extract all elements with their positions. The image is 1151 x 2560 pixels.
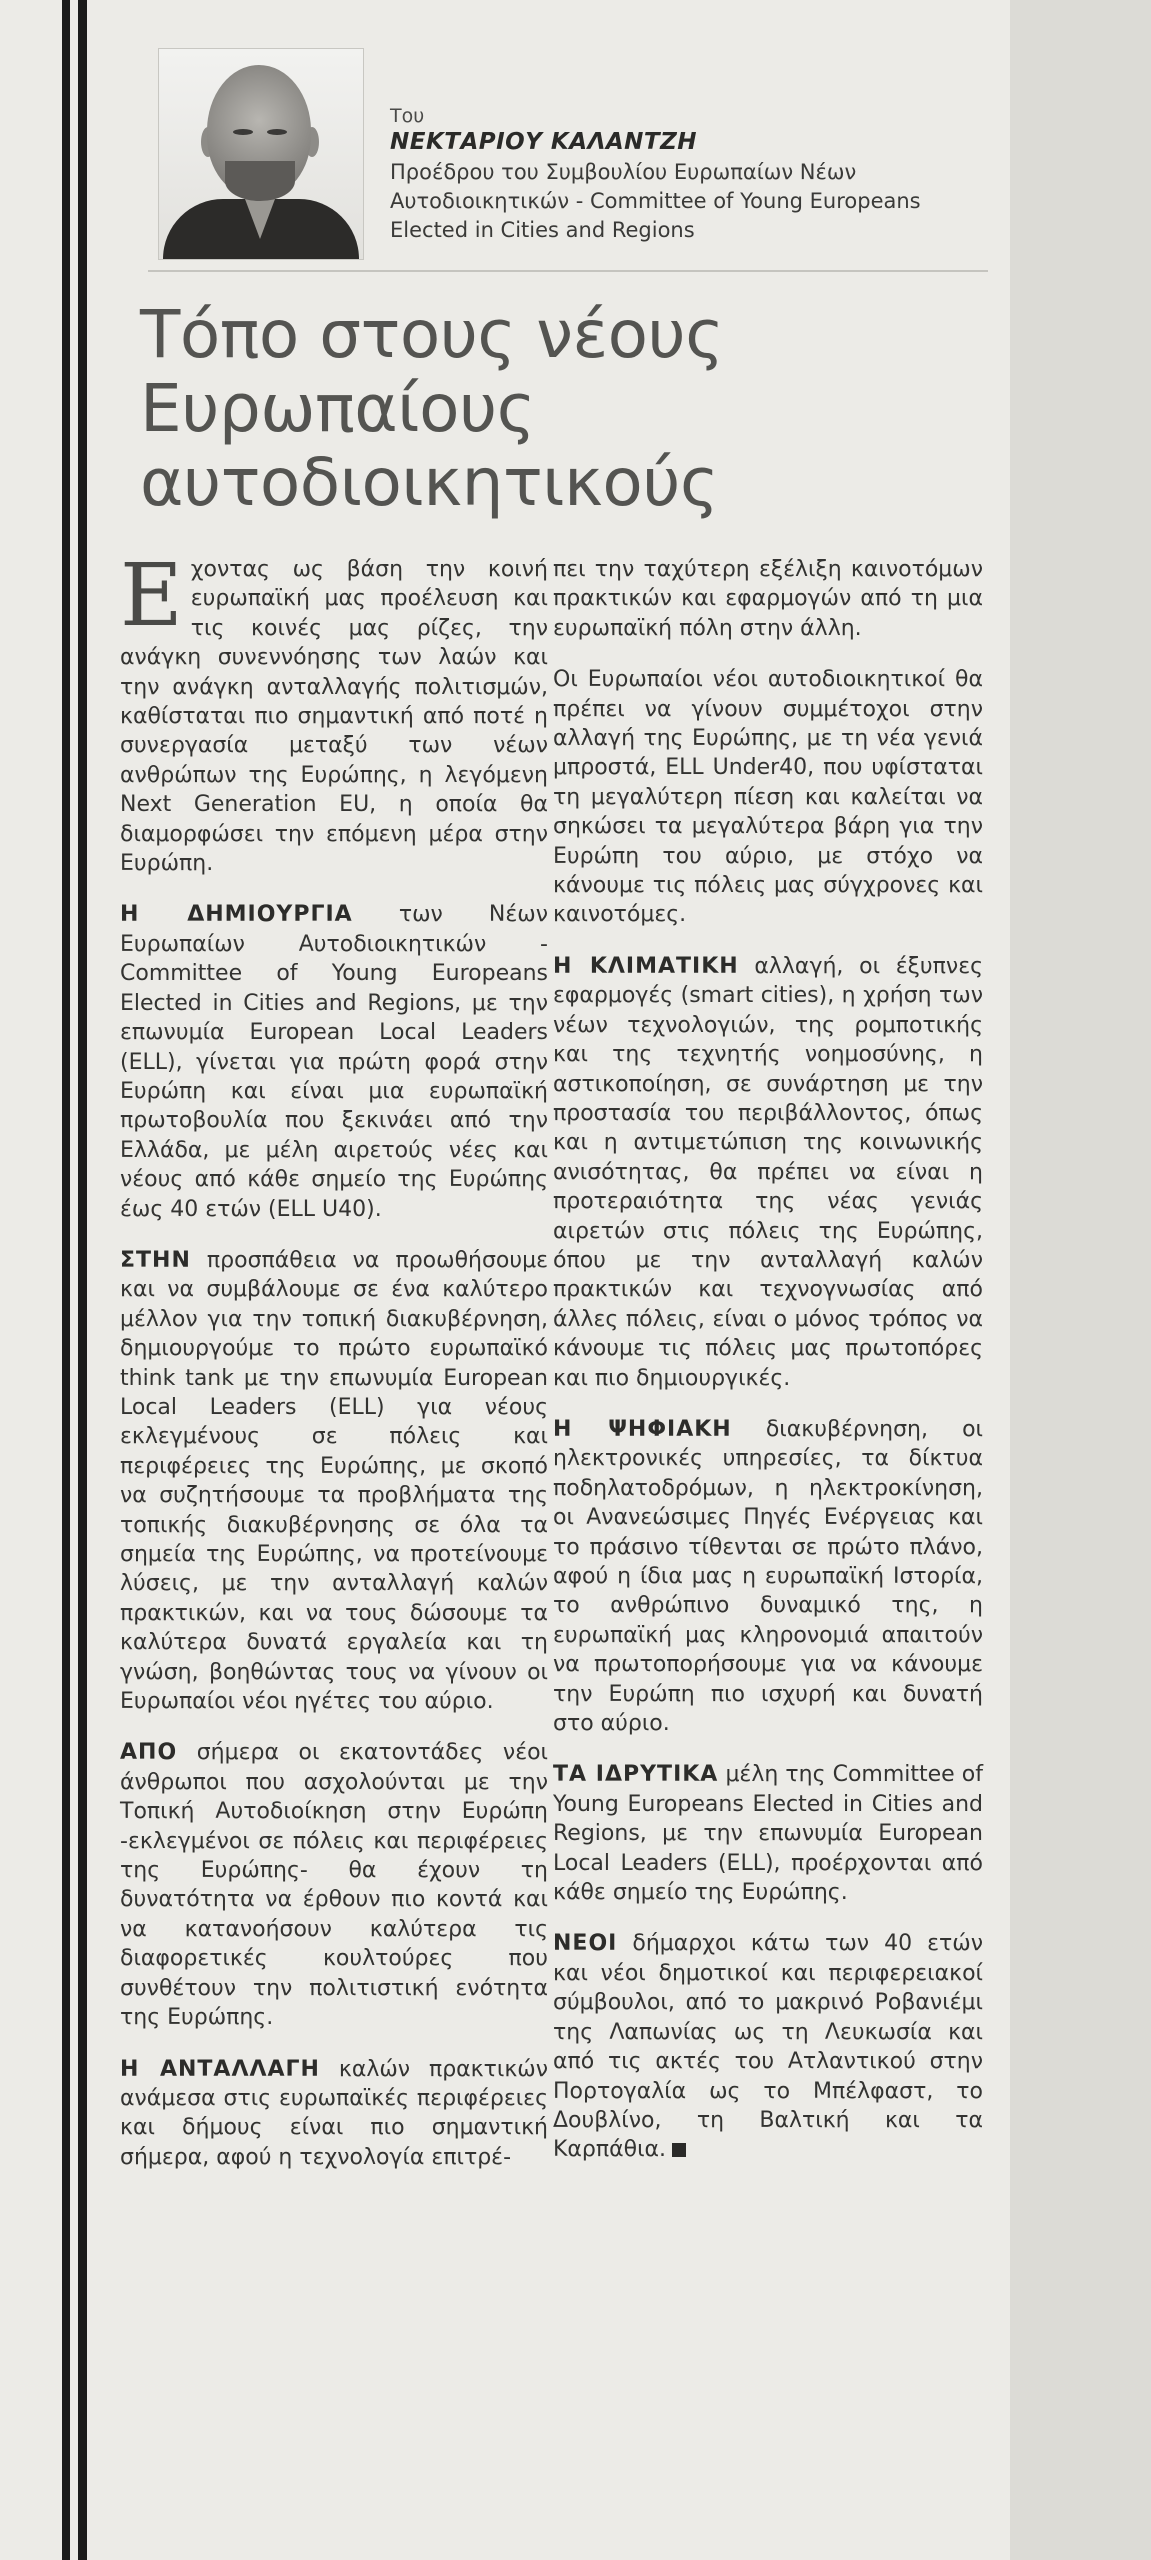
paragraph-lead: Η ΔΗΜΙΟΥΡΓΙΑ: [120, 902, 353, 928]
end-of-article-mark: [672, 2143, 686, 2157]
paragraph-lead: Η ΨΗΦΙΑΚΗ: [553, 1416, 732, 1442]
paragraph: [553, 952, 983, 1393]
paragraph-text: Οι Ευρωπαίοι νέοι αυτοδιοικητικοί θα πρέπει να γίνουν συμμέτοχοι στην αλλαγή της Ευρώπης, με τη νέα γενιά μπροστά, ELL Under40, που υφίσταται τη μεγαλύτερη πίεση και καλείται να σηκώσει τα μεγαλύτερα βάρη για την Ευρώπη του αύριο, με στόχο να κάνουμε τις πόλεις μας σύγχρονες και καινοτόμες.: [553, 667, 983, 928]
author-role: Προέδρου του Συμβουλίου Ευρωπαίων Νέων Αυτοδιοικητικών - Committee of Young Europeans Elected in Cities and Regions: [390, 160, 921, 242]
paragraph: [553, 1929, 983, 2164]
paragraph-text: χοντας ως βάση την κοινή ευρωπαϊκή μας προέλευση και τις κοινές μας ρίζες, την ανάγκη συνεννόησης των λαών και την ανάγκη ανταλλαγής πολιτισμών, καθίσταται πιο σημαντική από ποτέ η συνεργασία μεταξύ των νέων ανθρώπων της Ευρώπης, η λεγόμενη Next Generation EU, η οποία θα διαμορφώσει την επόμενη μέρα στην Ευρώπη.: [120, 557, 548, 877]
paragraph: [553, 1415, 983, 1738]
paragraph: [120, 2055, 548, 2173]
column-rule-double: [78, 0, 87, 2560]
author-photo-eye: [233, 129, 253, 135]
drop-cap: Ε: [120, 546, 183, 646]
paragraph-text: αλλαγή, οι έξυπνες εφαρμογές (smart cities), η χρήση των νέων τεχνολογιών, της ρομποτικής και της τεχνητής νοημοσύνης, η αστικοποίηση, σε συνάρτηση με την προστασία του περιβάλλοντος, όπως και η αντιμετώπιση της κοινωνικής ανισότητας, θα πρέπει να είναι η προτεραιότητα της νέας γενιάς αιρετών στις πόλεις της Ευρώπης, όπου με την ανταλλαγή καλών πρακτικών και τεχνογνωσίας από άλλες πόλεις, είναι ο μόνος τρόπος να κάνουμε τις πόλεις μας πρωτοπόρες και πιο δημιουργικές.: [553, 953, 984, 1391]
column-rule-thick: [62, 0, 70, 2560]
paragraph: [553, 665, 983, 930]
paragraph-lead: ΝΕΟΙ: [553, 1931, 618, 1957]
article-column-left: [120, 546, 549, 2194]
paragraph: [553, 555, 983, 643]
paragraph: [120, 900, 548, 1223]
paragraph-lead: ΤΑ ΙΔΡΥΤΙΚΑ: [553, 1762, 719, 1788]
paragraph-text: δήμαρχοι κάτω των 40 ετών και νέοι δημοτικοί και περιφερειακοί σύμβουλοι, από το μακρινό Ροβανιέμι της Λαπωνίας ως τη Λευκωσία και από τις ακτές του Ατλαντικού στην Πορτογαλία ως το Μπέλφαστ, το Δουβλίνο, τη Βαλτική και τα Καρπάθια.: [553, 1931, 983, 2163]
article-column-right: [553, 555, 983, 2187]
paragraph: [120, 1246, 548, 1717]
paragraph: [120, 546, 548, 878]
paragraph-lead: Η ΑΝΤΑΛΛΑΓΗ: [120, 2056, 320, 2082]
paragraph-text: καλών πρακτικών ανάμεσα στις ευρωπαϊκές περιφέρειες και δήμους είναι πιο σημαντική σήμερα, αφού η τεχνολογία επιτρέ-: [120, 2056, 549, 2170]
paragraph-lead: Η ΚΛΙΜΑΤΙΚΗ: [553, 953, 739, 979]
paragraph-text: σήμερα οι εκατοντάδες νέοι άνθρωποι που ασχολούνται με την Τοπική Αυτοδιοίκηση στην Ευρώπη -εκλεγμένοι σε πόλεις και περιφέρειες της Ευρώπης- θα έχουν τη δυνατότητα να έρθουν πιο κοντά και να κατανοήσουν καλύτερα τις διαφορετικές κουλτούρες που συνθέτουν την πολιτιστική ενότητα της Ευρώπης.: [120, 1740, 548, 2031]
paragraph: [553, 1760, 983, 1907]
paragraph-lead: ΑΠΟ: [120, 1740, 178, 1766]
author-photo: [158, 48, 364, 260]
author-photo-beard: [225, 161, 295, 201]
adjacent-page-edge: [1010, 0, 1151, 2560]
paragraph-text: διακυβέρνηση, οι ηλεκτρονικές υπηρεσίες, τα δίκτυα ποδηλατοδρόμων, η ηλεκτροκίνηση, οι Ανανεώσιμες Πηγές Ενέργειας και το πράσινο τίθενται σε πρώτο πλάνο, αφού η ίδια μας η ευρωπαϊκή Ιστορία, το ανθρώπινο δυναμικό της, η ευρωπαϊκή μας κληρονομιά απαιτούν να πρωτοπορήσουμε για να κάνουμε την Ευρώπη πιο ισχυρή και δυνατή στο αύριο.: [553, 1416, 983, 1737]
paragraph-text: προσπάθεια να προωθήσουμε και να συμβάλουμε σε ένα καλύτερο μέλλον για την τοπική διακυβέρνηση, δημιουργούμε το πρώτο ευρωπαϊκό think tank με την επωνυμία European Local Leaders (ELL) για νέους εκλεγμένους σε πόλεις και περιφέρειες της Ευρώπης, με σκοπό να συζητήσουμε τα προβλήματα της τοπικής διακυβέρνησης σε όλα τα σημεία της Ευρώπης, να προτείνουμε λύσεις, με την ανταλλαγή καλών πρακτικών, και να τους δώσουμε τα καλύτερα δυνατά εργαλεία και τη γνώση, βοηθώντας τους να γίνουν οι Ευρωπαίοι νέοι ηγέτες του αύριο.: [120, 1247, 548, 1715]
paragraph-text: πει την ταχύτερη εξέλιξη καινοτόμων πρακτικών και εφαρμογών από τη μια ευρωπαϊκή πόλη στην άλλη.: [553, 557, 983, 641]
author-photo-eye: [267, 129, 287, 135]
paragraph: [120, 1738, 548, 2032]
byline-divider: [148, 270, 988, 272]
paragraph-lead: ΣΤΗΝ: [120, 1247, 191, 1273]
article-headline: Τόπο στους νέους Ευρωπαίους αυτοδιοικητικούς: [140, 296, 724, 521]
paragraph-text: μέλη της Committee of Young Europeans Elected in Cities and Regions, με την επωνυμία European Local Leaders (ELL), προέρχονται από κάθε σημείο της Ευρώπης.: [553, 1762, 984, 1906]
byline: [390, 104, 990, 245]
paragraph-text: των Νέων Ευρωπαίων Αυτοδιοικητικών - Committee of Young Europeans Elected in Cities and Regions, με την επωνυμία European Local Leaders (ELL), γίνεται για πρώτη φορά στην Ευρώπη και είναι μια ευρωπαϊκή πρωτοβουλία που ξεκινάει από την Ελλάδα, με μέλη αιρετούς νέες και νέους από κάθε σημείο της Ευρώπης έως 40 ετών (ELL U40).: [120, 902, 548, 1222]
author-name: ΝΕΚΤΑΡΙΟΥ ΚΑΛΑΝΤΖΗ: [390, 129, 697, 155]
byline-prefix: Του: [390, 105, 425, 127]
